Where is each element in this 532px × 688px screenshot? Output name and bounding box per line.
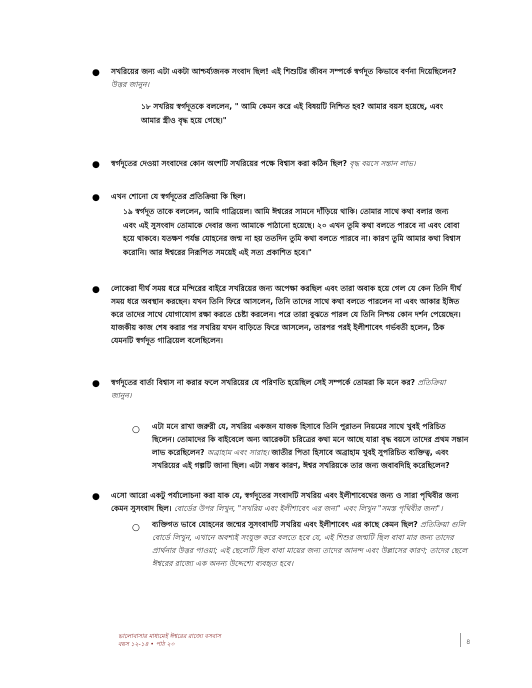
question-3-text: এখন শোনো যে স্বর্গদূতের প্রতিক্রিয়া কি ছিল। <box>111 192 246 201</box>
footer-lesson-info: বয়স ১২-১৪ • পাঠ ২০ <box>118 641 175 648</box>
question-2-hint: বৃদ্ধ বয়সে সন্তান লাভ। <box>349 159 416 168</box>
bullet-icon: ● <box>92 68 100 78</box>
scripture-quote-2 <box>123 205 463 259</box>
narrative-paragraph <box>111 282 467 347</box>
page-number: ৪ <box>466 638 471 646</box>
sub-bullet-icon: ○ <box>132 523 140 533</box>
sub-note-1 <box>152 420 470 472</box>
sub-note-1-text: এটা মনে রাখা জরুরী যে, সখরিয় একজন যাজক হিসাবে তিনি পুরাতন নিয়মের সাথে খুবই পরিচিত ছিলেন। তোমাদের কি বাইবেলে অন্য আরেকটা চরিত্রের কথা মনে আছে যারা বৃদ্ধ বয়সে তাদের প্রথম সন্তান লাভ করেছিলেন? <box>152 422 469 457</box>
question-2-text: স্বর্গদূতের দেওয়া সংবাদের কোন অংশটি সখরিয়ের পক্ষে বিশ্বাস করা কঠিন ছিল? <box>111 159 348 168</box>
review-hint: বোর্ডের উপর লিখুন, "সখরিয় এবং ইলীশাবেৎ এর জন্য" এবং লিখুন "সমস্ত পৃথিবীর জন্য"। <box>173 504 443 513</box>
narrative-text: লোকেরা দীর্ঘ সময় ধরে মন্দিরের বাইরে সখরিয়ের জন্য অপেক্ষা করছিল এবং তারা অবাক হয়ে গেল যে কেন তিনি দীর্ঘ সময় ধরে অবস্থান করছেন। যখন তিনি ফিরে আসলেন, তিনি তাদের সাথে কথা বলতে পারলেন না এবং আকার ইঙ্গিত করে তাদের সাথে যোগাযোগ রক্ষা করতে চেষ্টা করলেন। পরে তারা বুঝতে পারল যে তিনি নিশ্চয় কোন দর্শন পেয়েছেন। যাজকীয় কাজ শেষ করার পর সখরিয় যখন বাড়িতে ফিরে আসলেন, তারপর পরই ইলীশাবেৎ গর্ভবতী হলেন, ঠিক যেমনটি স্বর্গদূত গাব্রিয়েল বলেছিলেন। <box>111 284 461 345</box>
question-1 <box>111 65 467 91</box>
bullet-icon: ● <box>92 379 100 389</box>
scripture-quote-2-text: ১৯ স্বর্গদূত তাকে বললেন, আমি গাব্রিয়েল। আমি ঈশ্বরের সামনে দাঁড়িয়ে থাকি। তোমার সাথে কথা বলার জন্য এবং এই সুসংবাদ তোমাকে দেবার জন্য আমাকে পাঠানো হয়েছে। ২০ এখন তুমি কথা বলতে পারবে না এবং বোবা হয়ে থাকবে। যতক্ষণ পর্যন্ত যোহনের জন্ম না হয় ততদিন তুমি কথা বলতে পারবে না। কারণ তুমি আমার কথা বিশ্বাস করোনি। আর ঈশ্বরের নিরূপিত সময়েই এই সত্য প্রকাশিত হবে।" <box>123 207 461 257</box>
question-1-hint: উত্তর জানুন। <box>111 80 150 89</box>
footer-course-info <box>118 633 221 649</box>
bullet-icon: ● <box>92 285 100 295</box>
bullet-icon: ● <box>92 193 100 203</box>
review-paragraph <box>111 489 467 515</box>
sub-bullet-icon: ○ <box>132 425 140 435</box>
question-1-text: সখরিয়ের জন্য এটা একটা আশ্চর্য্যজনক সংবাদ ছিল! এই শিশুটির জীবন সম্পর্কে স্বর্গদূত কিভাবে বর্ণনা দিয়েছিলেন? <box>111 67 457 76</box>
question-4-text: স্বর্গদূতের বার্তা বিশ্বাস না করার ফলে সখরিয়ের যে পরিণতি হয়েছিল সেই সম্পর্কে তোমরা কি মনে কর? <box>111 378 415 387</box>
question-4 <box>111 376 467 402</box>
bullet-icon: ● <box>92 160 100 170</box>
question-3 <box>111 190 467 203</box>
footer-series-title: ভালোবাসার মাধ্যমেই ঈশ্বরের রাজ্যে বসবাস <box>118 633 221 640</box>
sub-note-2-hint: প্রতিক্রিয়া গুলি বোর্ডে লিখুন, এখানে অবশ্যই সংযুক্ত করে বলতে হবে যে, এই শিশুর জন্মটি ছিল বাবা মার জন্য তাদের প্রার্থনার উত্তর পাওয়া; এই ছেলেটি ছিল বাবা মায়ের জন্য তাদের আনন্দ এবং উল্লাসের কারণ; তাদের ছেলে ঈশ্বরের রাজ্যে এক অনন্য উদ্দেশ্যে ব্যবহৃত হবে। <box>152 520 468 568</box>
scripture-quote-1 <box>141 100 461 127</box>
footer-divider <box>460 633 461 647</box>
question-2 <box>111 157 467 170</box>
sub-note-1-text2: জাতীর পিতা হিসাবে অব্রাহাম খুবই সুপরিচিত ব্যক্তিত্ব, এবং সখরিয়ের এই গল্পটি জানা ছিল। এটা সম্ভব কারণ, ঈশ্বর সখরিয়কে তার জন্য জবাবদিহি করেছিলেন? <box>152 448 450 470</box>
question-4-hint: প্রতিক্রিয়া জানুন। <box>111 378 446 400</box>
sub-note-2 <box>152 518 470 570</box>
sub-note-2-text: ব্যক্তিগত ভাবে যোহনের জন্মের সুসংবাদটি সখরিয় এবং ইলীশাবেৎ এর কাছে কেমন ছিল? <box>152 520 418 529</box>
bullet-icon: ● <box>92 492 100 502</box>
sub-note-1-hint: অব্রাহাম এবং সারাহ। <box>206 448 270 457</box>
review-text: এসো আরো একটু পর্যালোচনা করা যাক যে, স্বর্গদূতের সংবাদটি সখরিয় এবং ইলীশাবেথের জন্য ও সারা পৃথিবীর জন্য কেমন সুসংবাদ ছিল। <box>111 491 459 513</box>
scripture-quote-1-text: ১৮ সখরিয় স্বর্গদূতকে বললেন, " আমি কেমন করে এই বিষয়টি নিশ্চিত হব? আমার বয়স হয়েছে, এবং আমার স্ত্রীও বৃদ্ধ হয়ে গেছে।" <box>141 102 443 125</box>
